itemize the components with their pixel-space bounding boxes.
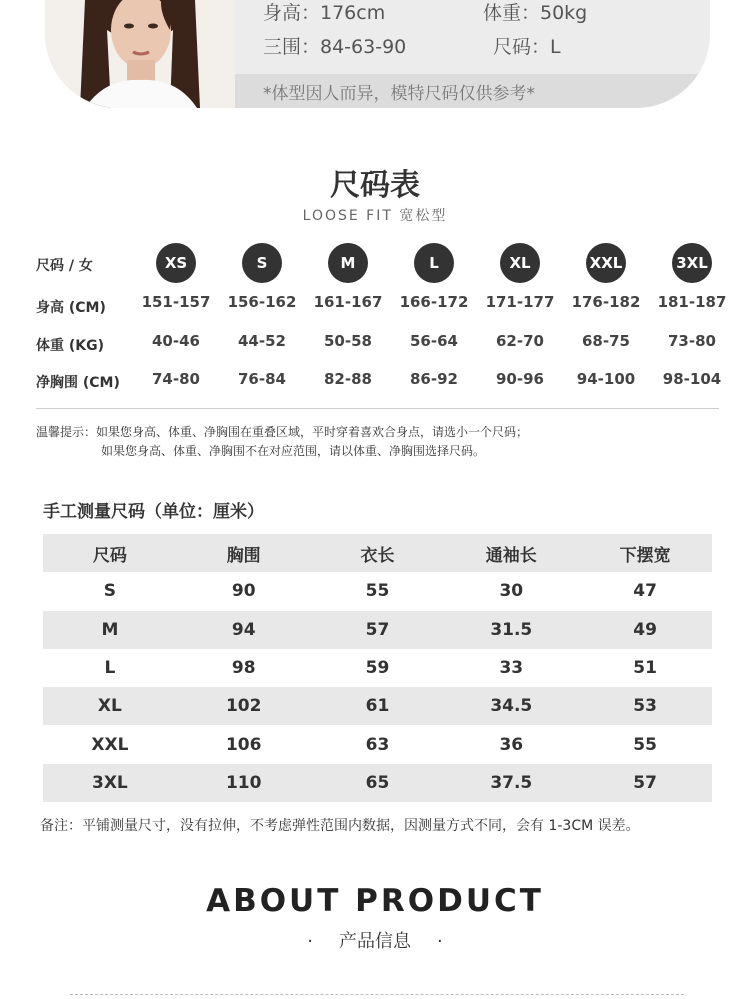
table-cell: 53 bbox=[633, 696, 657, 717]
table-cell: 94 bbox=[231, 619, 256, 640]
size-circle-3xl: 3XL bbox=[672, 243, 712, 283]
measure-header: 通袖长 bbox=[485, 545, 537, 566]
weight-l: 56-64 bbox=[410, 332, 458, 350]
table-cell: M bbox=[101, 619, 119, 640]
row-label-chest: 净胸围 (CM) bbox=[36, 375, 120, 391]
measure-header: 尺码 bbox=[92, 545, 127, 566]
size-circle-s: S bbox=[242, 243, 282, 283]
table-cell: 55 bbox=[365, 581, 390, 602]
chest-l: 86-92 bbox=[410, 370, 458, 388]
model-weight: 体重：50kg bbox=[483, 2, 588, 24]
weight-s: 44-52 bbox=[238, 332, 286, 350]
about-product-title: ABOUT PRODUCT bbox=[206, 883, 544, 919]
table-cell: 61 bbox=[365, 696, 390, 717]
table-cell: 49 bbox=[633, 619, 657, 640]
table-cell: 106 bbox=[225, 734, 262, 755]
table-cell: 57 bbox=[633, 772, 657, 793]
separator-dot-left: · bbox=[307, 931, 313, 952]
table-cell: 33 bbox=[499, 658, 524, 679]
table-row bbox=[43, 725, 712, 763]
row-label-size: 尺码 / 女 bbox=[36, 258, 93, 274]
chest-xs: 74-80 bbox=[152, 370, 200, 388]
about-product-subtitle-row bbox=[0, 927, 750, 953]
size-circle-l: L bbox=[414, 243, 454, 283]
table-cell: XL bbox=[97, 696, 122, 717]
size-circle-xl: XL bbox=[500, 243, 540, 283]
model-photo bbox=[45, 0, 235, 108]
measure-table bbox=[43, 534, 712, 802]
weight-xl: 62-70 bbox=[496, 332, 544, 350]
chest-xxl: 94-100 bbox=[576, 370, 636, 388]
weight-xxl: 68-75 bbox=[582, 332, 630, 350]
table-cell: 63 bbox=[365, 734, 390, 755]
table-cell: 30 bbox=[499, 581, 524, 602]
table-cell: 51 bbox=[633, 658, 657, 679]
table-cell: 59 bbox=[365, 658, 390, 679]
table-cell: L bbox=[104, 658, 116, 679]
weight-xs: 40-46 bbox=[152, 332, 200, 350]
height-m: 161-167 bbox=[313, 293, 383, 311]
size-circle-xxl: XXL bbox=[586, 243, 626, 283]
table-cell: 102 bbox=[225, 696, 262, 717]
separator-dot-right: · bbox=[437, 931, 443, 952]
table-cell: S bbox=[103, 581, 117, 602]
table-cell: 110 bbox=[225, 772, 262, 793]
height-xl: 171-177 bbox=[485, 293, 555, 311]
row-label-weight: 体重 (KG) bbox=[36, 338, 105, 354]
table-row bbox=[43, 611, 712, 649]
model-measurements: 三围：84-63-90 bbox=[263, 36, 407, 58]
measure-header: 胸围 bbox=[226, 545, 261, 566]
model-size: 尺码：L bbox=[493, 36, 561, 58]
measure-header: 衣长 bbox=[360, 545, 395, 566]
table-row bbox=[43, 649, 712, 687]
table-cell: 57 bbox=[365, 619, 390, 640]
size-circle-m: M bbox=[328, 243, 368, 283]
size-chart-title: 尺码表 bbox=[330, 168, 420, 203]
height-xs: 151-157 bbox=[141, 293, 211, 311]
size-chart-divider bbox=[36, 408, 719, 409]
measure-remark: 备注：平铺测量尺寸，没有拉伸，不考虑弹性范围内数据，因测量方式不同，会有 1-3CM 误差。 bbox=[40, 818, 640, 834]
table-cell: 98 bbox=[231, 658, 256, 679]
table-cell: 90 bbox=[231, 581, 256, 602]
table-cell: 34.5 bbox=[490, 696, 533, 717]
table-cell: 36 bbox=[499, 734, 524, 755]
dotted-divider bbox=[70, 994, 684, 995]
weight-3xl: 73-80 bbox=[668, 332, 716, 350]
row-label-height: 身高 (CM) bbox=[36, 300, 106, 316]
about-product-subtitle: 产品信息 bbox=[339, 931, 411, 952]
model-height: 身高：176cm bbox=[263, 2, 386, 24]
height-l: 166-172 bbox=[399, 293, 469, 311]
table-cell: 47 bbox=[633, 581, 657, 602]
table-cell: 37.5 bbox=[490, 772, 533, 793]
table-cell: XXL bbox=[91, 734, 129, 755]
table-cell: 65 bbox=[365, 772, 390, 793]
table-cell: 55 bbox=[633, 734, 657, 755]
chest-3xl: 98-104 bbox=[662, 370, 722, 388]
table-row bbox=[43, 764, 712, 802]
model-disclaimer: *体型因人而异，模特尺码仅供参考* bbox=[263, 84, 535, 104]
weight-m: 50-58 bbox=[324, 332, 372, 350]
height-3xl: 181-187 bbox=[657, 293, 727, 311]
table-cell: 3XL bbox=[92, 772, 128, 793]
table-row bbox=[43, 572, 712, 610]
measure-header: 下摆宽 bbox=[619, 545, 671, 566]
measure-header-row bbox=[43, 534, 712, 572]
table-row bbox=[43, 687, 712, 725]
chest-xl: 90-96 bbox=[496, 370, 544, 388]
chest-m: 82-88 bbox=[324, 370, 372, 388]
chest-s: 76-84 bbox=[238, 370, 286, 388]
size-tip-line2: 如果您身高、体重、净胸围不在对应范围，请以体重、净胸围选择尺码。 bbox=[101, 444, 486, 458]
height-s: 156-162 bbox=[227, 293, 297, 311]
height-xxl: 176-182 bbox=[571, 293, 641, 311]
table-cell: 31.5 bbox=[490, 619, 533, 640]
size-circle-xs: XS bbox=[156, 243, 196, 283]
measure-title: 手工测量尺码（单位：厘米） bbox=[43, 502, 264, 522]
size-chart-subtitle: LOOSE FIT 宽松型 bbox=[302, 208, 448, 224]
size-tip-line1: 温馨提示：如果您身高、体重、净胸围在重叠区域，平时穿着喜欢合身点，请选小一个尺码； bbox=[36, 425, 529, 439]
